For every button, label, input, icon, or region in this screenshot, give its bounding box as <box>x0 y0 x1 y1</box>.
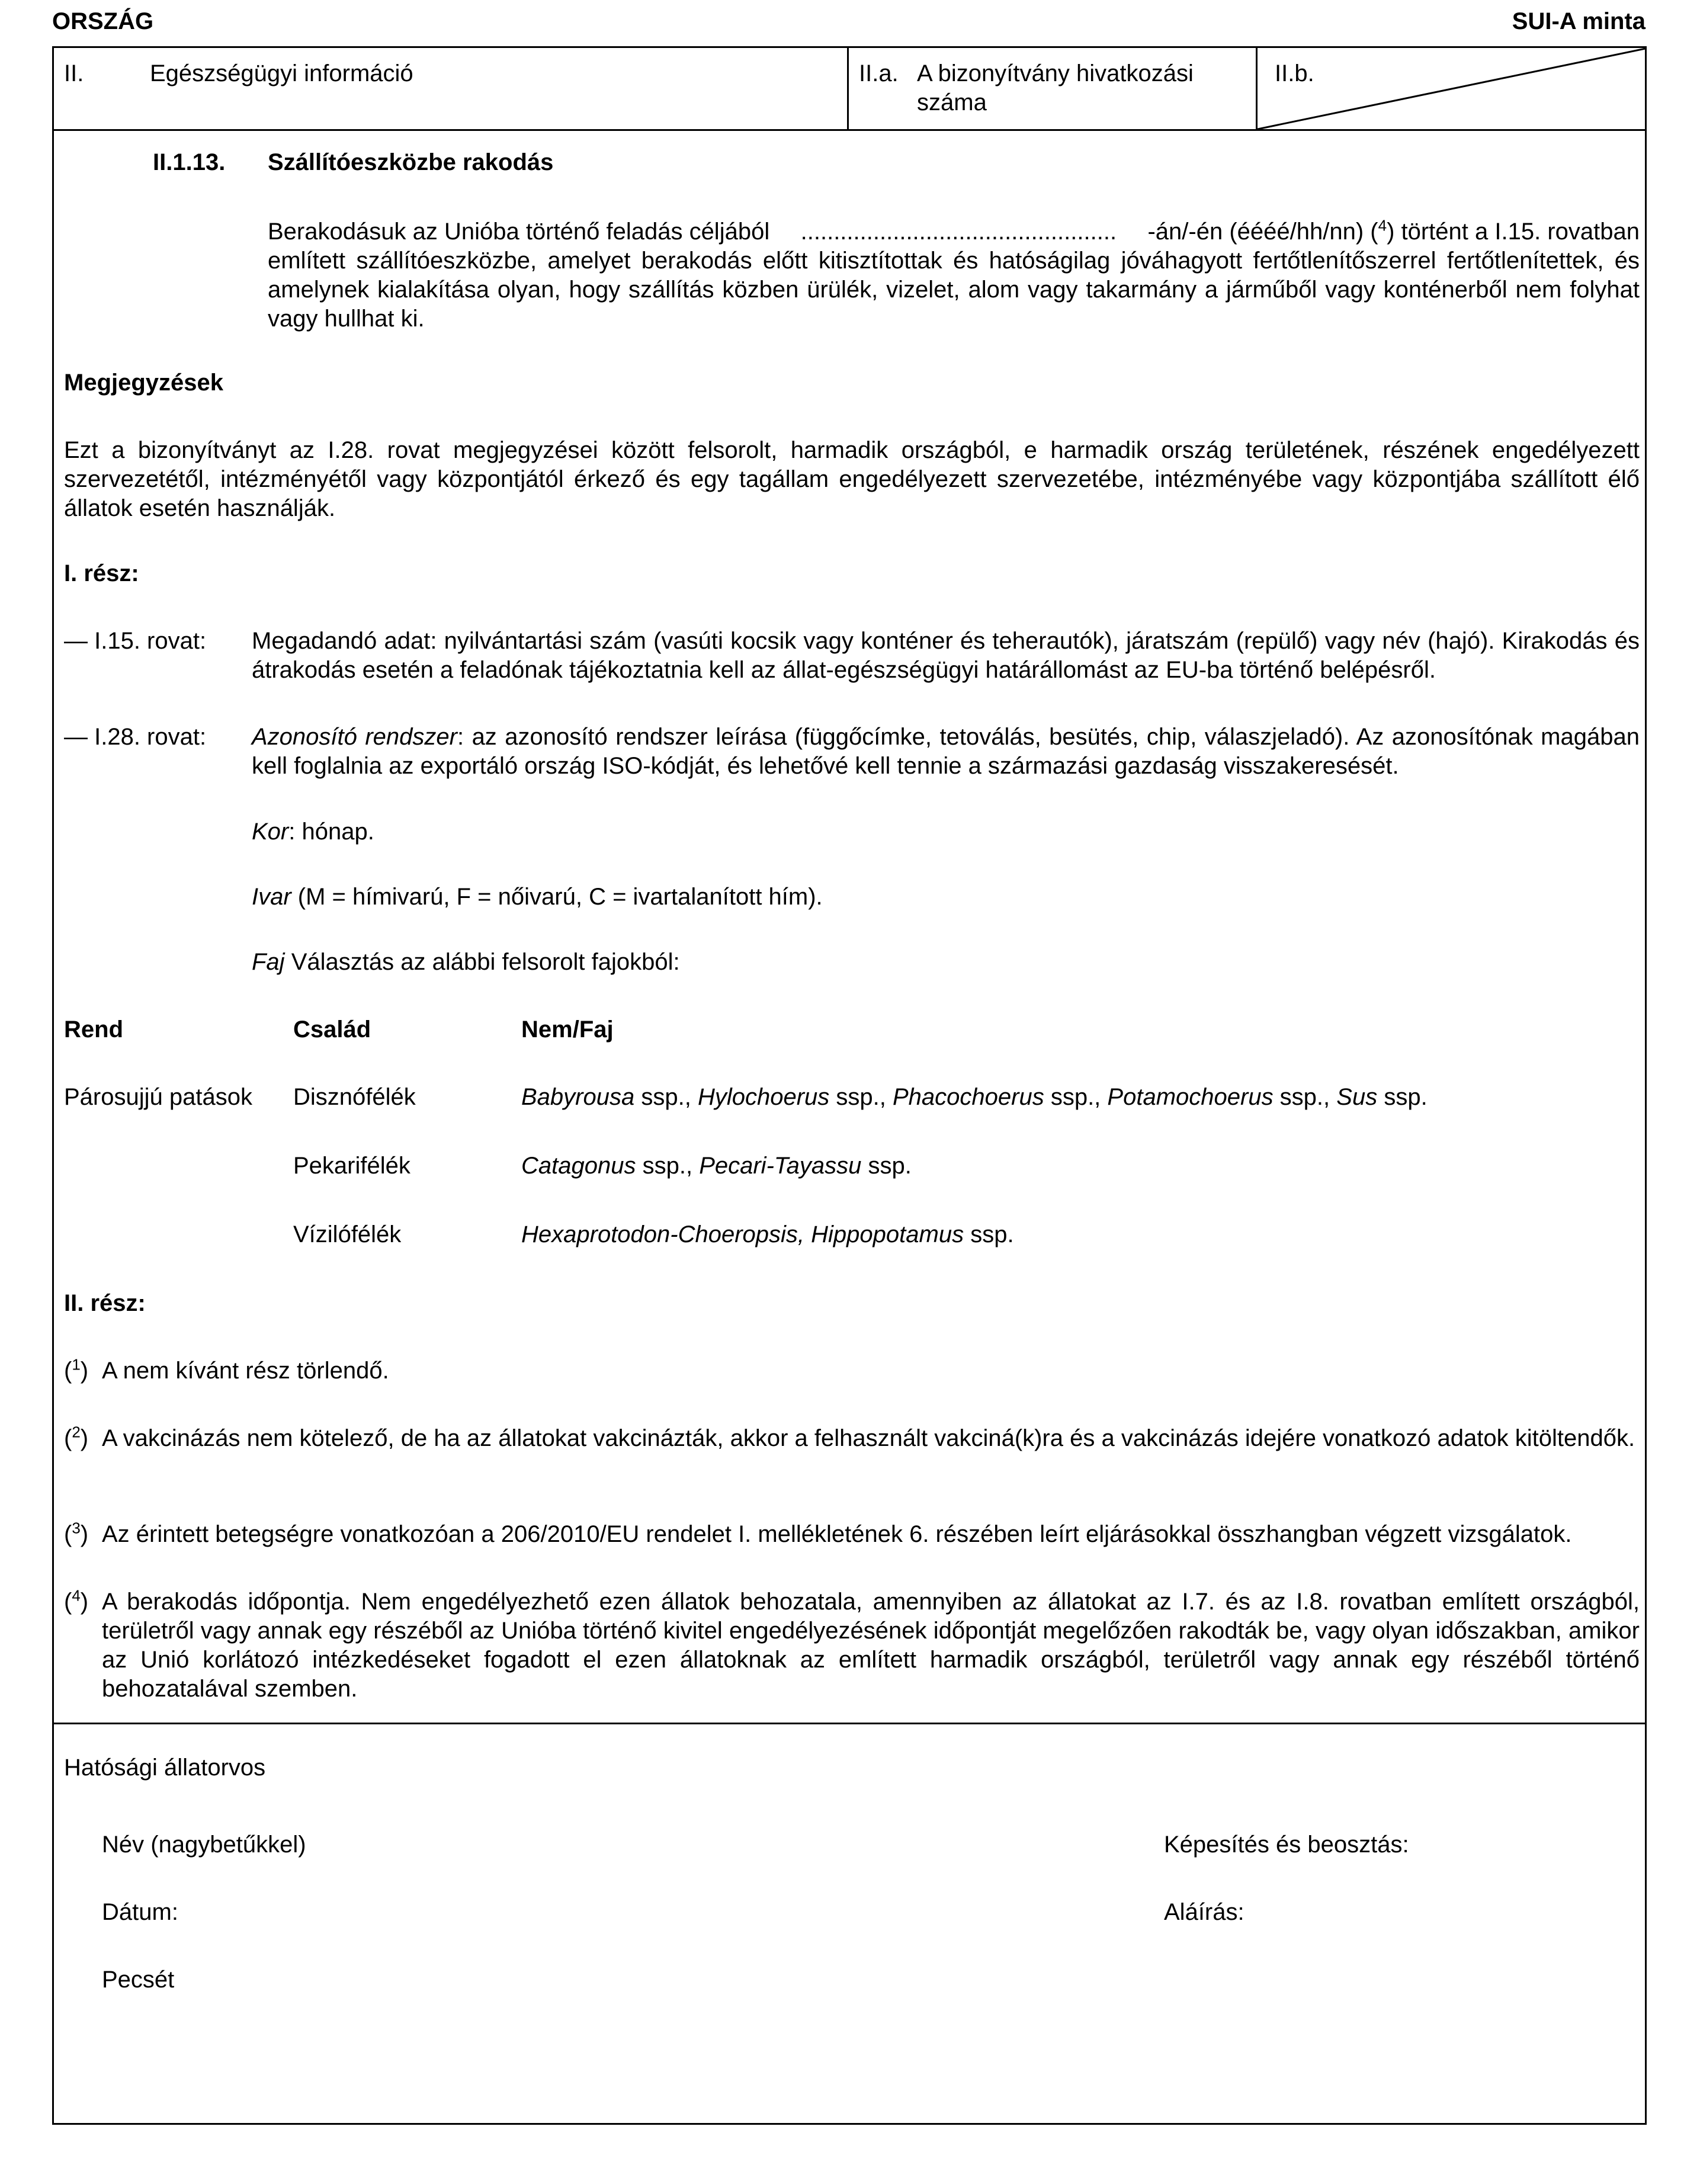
age-label: Kor <box>252 819 289 845</box>
species-text: Választás az alábbi felsorolt fajokból: <box>284 949 680 975</box>
part1-heading: I. rész: <box>64 560 139 586</box>
i15-text: Megadandó adat: nyilvántartási szám (vasúti kocsik vagy konténer és teherautók), járatszám (repülő) vagy név (hajó). Kirakodás és átrakodás esetén a feladónak tájékoztatnia kell az állat-egészségügyi határállomást az EU-ba történő belépésről. <box>252 628 1640 683</box>
sex-label: Ivar <box>252 884 291 910</box>
species-suffix: ssp. <box>964 1221 1014 1247</box>
iib-label: II.b. <box>1275 60 1314 86</box>
loading-footnote-ref: 4 <box>1378 216 1387 235</box>
footnote-num: ($^1$) <box>64 1355 89 1384</box>
footnote-text: A berakodás időpontja. Nem engedélyezhető ezen állatok behozatala, amennyiben az állatokat az I.7. és az I.8. rovatban említett országból, területről vagy annak egy részéből az Unióba történő kivitel engedélyezésének időpontját megelőzően rakodták be, vagy olyan időszakban, amikor az Unió korlátozó intézkedéseket fogadott el ezen állatoknak az említett harmadik országból, területről vagy annak egy részéből történő behozatalával szemben. <box>102 1589 1640 1702</box>
id-system-label: Azonosító rendszer <box>252 724 457 750</box>
loading-paragraph <box>268 217 1640 333</box>
table-species-cell <box>521 1152 912 1181</box>
genus-name: Catagonus <box>521 1153 636 1179</box>
i15-label: — I.15. rovat: <box>64 628 207 654</box>
id-system-text: : az azonosító rendszer leírása (függőcímke, tetoválás, besütés, chip, válaszjeladó). Az azonosítónak magában kell foglalnia az exportáló ország ISO-kódját, és lehetővé kell tennie a származási gazdaság visszakeresését. <box>252 724 1640 779</box>
ref-number: II.a. <box>859 60 899 86</box>
footnote-sup: 3 <box>72 1519 81 1537</box>
country-label: ORSZÁG <box>52 8 154 34</box>
age-text: : hónap. <box>288 819 374 845</box>
genus-name: Sus <box>1336 1084 1378 1110</box>
loading-line-b: -án/-én (éééé/hh/nn) ( <box>1147 219 1378 245</box>
table-order-cell: Párosujjú patások <box>64 1084 252 1110</box>
footnote-num: ($^4$) <box>64 1586 89 1615</box>
table-header-genus: Nem/Faj <box>521 1016 614 1043</box>
table-family-cell: Disznófélék <box>293 1084 416 1110</box>
footnote-text: Az érintett betegségre vonatkozóan a 206/2010/EU rendelet I. mellékletének 6. részében leírt eljárásokkal összhangban végzett vizsgálatok. <box>102 1521 1572 1547</box>
footnote-sup: 1 <box>72 1355 81 1374</box>
iib-diagonal-strike <box>1258 47 1645 130</box>
i28-text <box>252 723 1640 781</box>
model-label: SUI-A minta <box>1512 8 1645 34</box>
species-suffix: ssp. <box>861 1153 912 1179</box>
top-row-sep-1 <box>847 46 849 131</box>
footnote-num: ($^2$) <box>64 1423 89 1451</box>
table-species-cell <box>521 1083 1428 1112</box>
genus-name: Pecari-Tayassu <box>699 1153 862 1179</box>
frame-bottom-line <box>52 2123 1647 2125</box>
frame-right-line <box>1645 46 1647 2125</box>
qualification-field-label: Képesítés és beosztás: <box>1164 1832 1409 1858</box>
frame-left-line <box>52 46 54 2125</box>
sex-text: (M = hímivarú, F = nőivarú, C = ivartalanított hím). <box>291 884 823 910</box>
date-dots: ................................................ <box>800 219 1117 245</box>
loading-first-line <box>268 217 1640 246</box>
species-suffix: ssp., <box>634 1084 698 1110</box>
footnote-text: A nem kívánt rész törlendő. <box>102 1358 389 1384</box>
age-line <box>252 817 374 846</box>
species-suffix: ssp. <box>1377 1084 1428 1110</box>
vet-title: Hatósági állatorvos <box>64 1755 266 1781</box>
sex-line <box>252 883 823 912</box>
footnote-sup: 2 <box>72 1423 81 1441</box>
date-field-label: Dátum: <box>102 1899 178 1925</box>
species-suffix: ssp., <box>636 1153 700 1179</box>
table-family-cell: Pekarifélék <box>293 1153 410 1179</box>
loading-rest: említett szállítóeszközbe, amelyet berakodás előtt kitisztítottak és hatóságilag jóváhagyott fertőtlenítőszerrel fertőtlenítettek, és amelynek kialakítása olyan, hogy szállítás közben ürülék, vizelet, alom vagy takarmány a járműből vagy konténerből nem folyhat vagy hullhat ki. <box>268 248 1640 332</box>
stamp-field-label: Pecsét <box>102 1967 175 1993</box>
table-header-order: Rend <box>64 1016 123 1043</box>
loading-title: Szállítóeszközbe rakodás <box>268 149 554 175</box>
species-suffix: ssp., <box>1273 1084 1337 1110</box>
table-header-family: Család <box>293 1016 371 1043</box>
species-suffix: ssp., <box>1044 1084 1108 1110</box>
genus-name: Hylochoerus <box>697 1084 830 1110</box>
genus-name: Phacochoerus <box>892 1084 1044 1110</box>
table-family-cell: Vízilófélék <box>293 1221 402 1247</box>
table-species-cell <box>521 1220 1014 1249</box>
footnote-text: A vakcinázás nem kötelező, de ha az állatokat vakcinázták, akkor a felhasznált vakciná(k)ra és a vakcinázás idejére vonatkozó adatok kitöltendők. <box>102 1425 1635 1451</box>
species-suffix: ssp., <box>829 1084 893 1110</box>
loading-number: II.1.13. <box>153 149 226 175</box>
section-title: Egészségügyi információ <box>150 60 413 86</box>
section-number: II. <box>64 60 84 86</box>
signature-field-label: Aláírás: <box>1164 1899 1244 1925</box>
ref-label: A bizonyítvány hivatkozási száma <box>917 60 1194 116</box>
i28-label: — I.28. rovat: <box>64 724 207 750</box>
name-field-label: Név (nagybetűkkel) <box>102 1832 306 1858</box>
loading-line-c: ) történt a I.15. rovatban <box>1387 219 1640 245</box>
notes-intro: Ezt a bizonyítványt az I.28. rovat megjegyzései között felsorolt, harmadik országból, e harmadik ország területének, részének engedélyezett szervezetétől, intézményétől vagy központjától érkező és egy tagállam engedélyezett szervezetébe, intézményébe vagy központjába szállított élő állatok esetén használják. <box>64 437 1640 521</box>
notes-heading: Megjegyzések <box>64 370 224 396</box>
part2-heading: II. rész: <box>64 1290 146 1316</box>
signature-divider <box>52 1723 1647 1724</box>
genus-name: Hexaprotodon-Choeropsis, Hippopotamus <box>521 1221 964 1247</box>
footnote-num: ($^3$) <box>64 1519 89 1547</box>
loading-line-b-wrap <box>1147 217 1640 246</box>
genus-name: Potamochoerus <box>1107 1084 1274 1110</box>
species-line <box>252 948 680 977</box>
species-label: Faj <box>252 949 285 975</box>
footnote-sup: 4 <box>72 1586 81 1605</box>
loading-line-a: Berakodásuk az Unióba történő feladás céljából <box>268 219 770 245</box>
genus-name: Babyrousa <box>521 1084 635 1110</box>
